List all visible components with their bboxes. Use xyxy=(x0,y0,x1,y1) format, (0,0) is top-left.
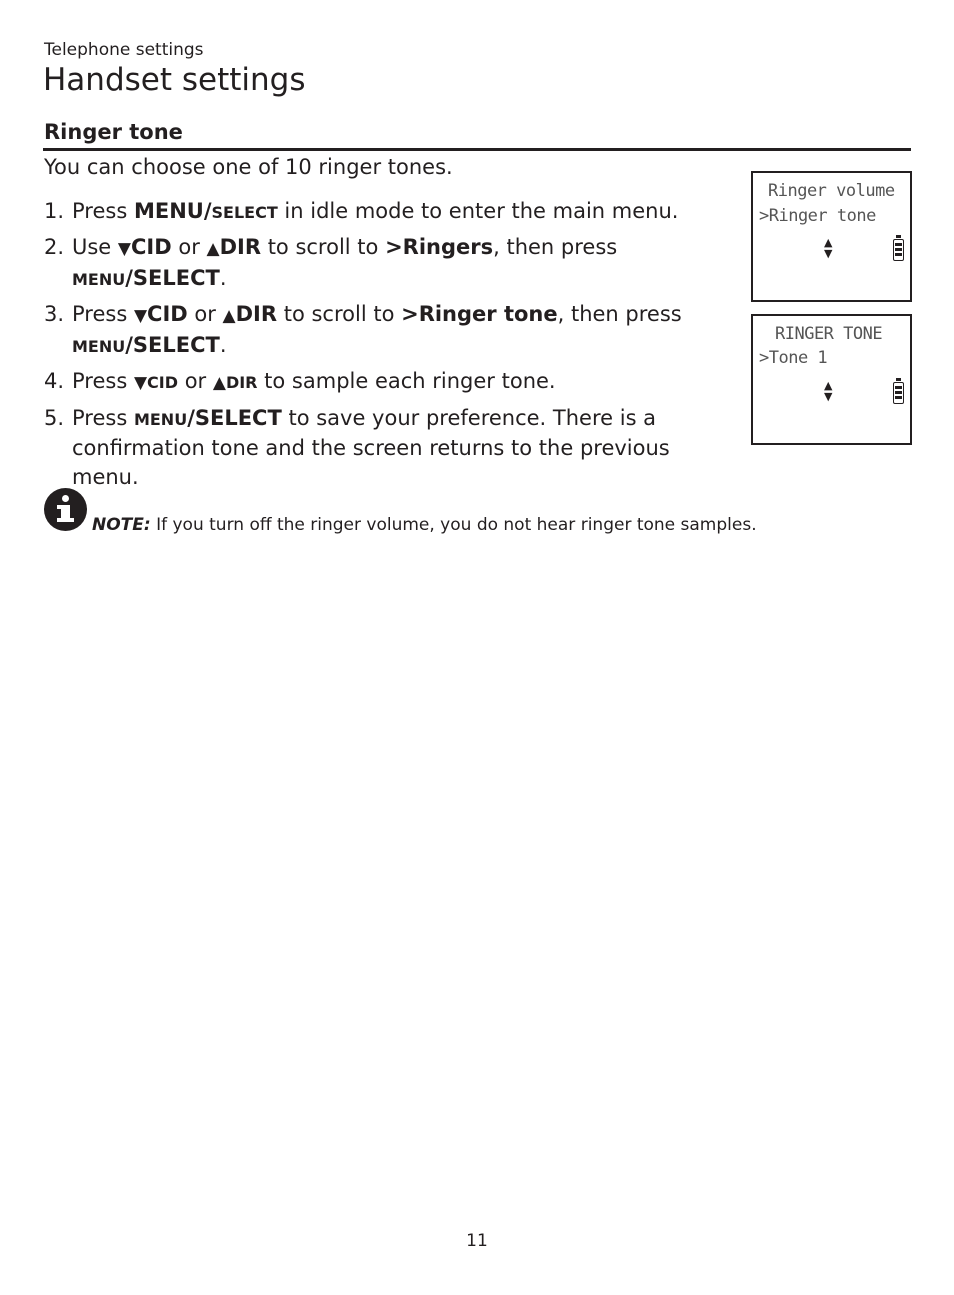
scroll-arrows-icon xyxy=(824,380,832,402)
key-label: MENU xyxy=(72,270,126,289)
up-arrow-icon: ▲ xyxy=(824,236,833,249)
up-arrow-icon: ▲ xyxy=(206,239,220,259)
screen-line-1: Ringer volume xyxy=(768,181,895,201)
page-number: 11 xyxy=(466,1231,488,1251)
step-number: 4. xyxy=(44,369,65,393)
step-number: 1. xyxy=(44,199,65,223)
down-arrow-icon: ▼ xyxy=(824,247,833,260)
key-label: CID xyxy=(131,235,172,259)
down-arrow-icon: ▼ xyxy=(133,373,148,393)
key-label: CID xyxy=(147,373,179,392)
steps-list xyxy=(44,197,724,498)
down-arrow-icon: ▼ xyxy=(133,306,148,326)
down-arrow-icon: ▼ xyxy=(117,239,131,259)
list-item: 2. Use ▼CID or ▲DIR to scroll to >Ringers, then press MENU/SELECT. xyxy=(44,235,618,290)
note-body: If you turn off the ringer volume, you do not hear ringer tone samples. xyxy=(150,515,757,535)
battery-icon xyxy=(893,382,904,404)
up-arrow-icon: ▲ xyxy=(212,373,226,393)
list-item: 5. Press MENU/SELECT to save your preference. There is a confirmation tone and the screen returns to the previous menu. xyxy=(44,406,670,489)
key-label: CID xyxy=(147,302,188,326)
key-label: /SELECT xyxy=(125,266,220,290)
key-label: DIR xyxy=(235,302,278,326)
menu-target: >Ringer tone xyxy=(401,302,558,326)
up-arrow-icon: ▲ xyxy=(824,379,833,392)
screen-line-2: >Ringer tone xyxy=(759,206,876,226)
list-item: 1. Press MENU/SELECT in idle mode to enter the main menu. xyxy=(44,197,724,227)
down-arrow-icon: ▼ xyxy=(824,390,833,403)
intro-text: You can choose one of 10 ringer tones. xyxy=(44,155,453,179)
key-label: /SELECT xyxy=(187,406,282,430)
subsection-title: Ringer tone xyxy=(44,120,183,144)
key-label: MENU xyxy=(72,337,126,356)
handset-screen-ringer-tone xyxy=(751,314,912,445)
key-label: DIR xyxy=(219,235,262,259)
note-label: NOTE: xyxy=(92,515,151,535)
up-arrow-icon: ▲ xyxy=(222,306,236,326)
handset-screen-ringer-menu xyxy=(751,171,912,302)
key-label: DIR xyxy=(225,373,258,392)
note-text xyxy=(92,515,757,535)
screen-line-2: >Tone 1 xyxy=(759,348,828,368)
menu-target: >Ringers xyxy=(385,235,494,259)
key-label: SELECT xyxy=(211,203,278,222)
info-icon xyxy=(44,488,87,531)
key-label: MENU/ xyxy=(133,199,212,223)
key-label: /SELECT xyxy=(125,333,220,357)
battery-icon xyxy=(893,239,904,261)
divider xyxy=(43,148,911,151)
key-label: MENU xyxy=(133,410,188,429)
screen-line-1: RINGER TONE xyxy=(775,324,883,344)
step-number: 2. xyxy=(44,235,65,259)
list-item: 4. Press ▼CID or ▲DIR to sample each ringer tone. xyxy=(44,367,724,398)
step-number: 5. xyxy=(44,406,65,430)
page-title: Handset settings xyxy=(43,62,306,98)
scroll-arrows-icon xyxy=(824,237,832,259)
step-number: 3. xyxy=(44,302,65,326)
list-item: 3. Press ▼CID or ▲DIR to scroll to >Ringer tone, then press MENU/SELECT. xyxy=(44,302,682,357)
section-label: Telephone settings xyxy=(44,40,204,60)
